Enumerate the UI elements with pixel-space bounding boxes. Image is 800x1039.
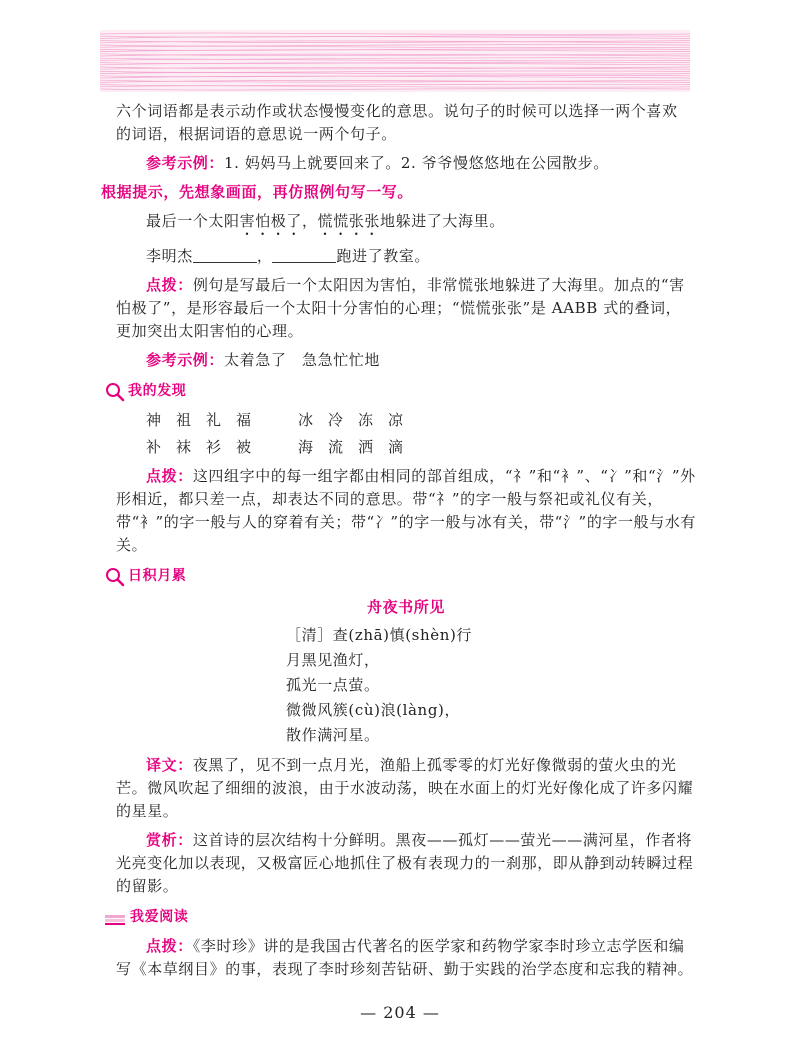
- dotted-phrase-2: 慌慌张张: [317, 212, 381, 230]
- magnifier-icon: [104, 381, 126, 403]
- poem-line: 微微风簇(cù)浪(làng)，: [286, 701, 461, 719]
- translation-paragraph: 译文：夜黑了，见不到一点月光，渔船上孤零零的灯光好像微弱的萤火虫的光芒。微风吹起了细细的波浪，由于水波动荡，映在水面上的灯光好像化成了许多闪耀的星星。: [116, 756, 694, 820]
- character: 冻: [358, 411, 374, 429]
- character: 凉: [388, 411, 404, 429]
- character: 神: [146, 411, 162, 429]
- character: 补: [146, 438, 162, 456]
- magnifier-icon: [104, 566, 126, 588]
- char-row-1: [116, 409, 696, 432]
- tip-paragraph-3: 点拨：《李时珍》讲的是我国古代著名的医学家和药物学家李时珍立志学医和编写《本草纲目》的事，表现了李时珍刻苦钻研、勤于实践的治学态度和忘我的精神。: [116, 937, 694, 978]
- dotted-phrase: 害怕极了: [239, 212, 303, 230]
- poem-author: ［清］查(zhā)慎(shèn)行: [286, 626, 473, 644]
- blank-line[interactable]: [272, 247, 336, 263]
- page-number: — 204 —: [360, 1003, 440, 1022]
- character: 袜: [176, 438, 192, 456]
- poem-title: 舟夜书所见: [366, 598, 445, 616]
- example-sentence: 最后一个太阳害怕极了，慌慌张张地躲进了大海里。: [146, 212, 505, 230]
- character: 冰: [298, 411, 314, 429]
- page-content: [101, 100, 697, 981]
- book-icon: [104, 909, 128, 927]
- poem: [116, 623, 696, 748]
- section-heading-accumulate: 日积月累: [104, 565, 696, 588]
- character: 流: [328, 438, 344, 456]
- poem-line: 孤光一点萤。: [286, 676, 380, 694]
- character: 洒: [358, 438, 374, 456]
- reference-example-1: 参考示例：1. 妈妈马上就要回来了。2. 爷爷慢悠悠地在公园散步。: [146, 154, 609, 172]
- character: 冷: [328, 411, 344, 429]
- header-decoration: [100, 30, 690, 92]
- character: 滴: [388, 438, 404, 456]
- character: 礼: [206, 411, 222, 429]
- character: 海: [298, 438, 314, 456]
- section-heading-discovery: 我的发现: [104, 380, 696, 403]
- blank-line[interactable]: [193, 247, 257, 263]
- character: 被: [236, 438, 252, 456]
- reference-label: 参考示例：: [146, 154, 225, 172]
- task-heading: 根据提示，先想象画面，再仿照例句写一写。: [101, 183, 414, 201]
- appreciation-paragraph: 赏析：这首诗的层次结构十分鲜明。黑夜——孤灯——萤光——满河星，作者将光亮变化加以表现，又极富匠心地抓住了极有表现力的一刹那，即从静到动转瞬过程的留影。: [116, 831, 694, 895]
- character: 祖: [176, 411, 192, 429]
- tip-paragraph-2: 点拨：这四组字中的每一组字都由相同的部首组成，“礻”和“衤”、“冫”和“氵”外形相近，都只差一点，却表达不同的意思。带“礻”的字一般与祭祀或礼仪有关，带“衤”的字一般与人的穿着有关；带“冫”的字一般与冰有关，带“氵”的字一般与水有关。: [116, 467, 697, 554]
- poem-line: 月黑见渔灯，: [286, 651, 380, 669]
- char-row-2: [116, 436, 696, 459]
- tip-paragraph-1: 点拨：例句是写最后一个太阳因为害怕，非常慌张地躲进了大海里。加点的“害怕极了”，是形容最后一个太阳十分害怕的心理；“慌慌张张”是 AABB 式的叠词，更加突出太阳害怕的心理。: [116, 276, 685, 340]
- fill-in-sentence: 李明杰 ， 跑进了教室。: [146, 247, 431, 265]
- section-heading-reading: 我爱阅读: [104, 906, 696, 929]
- poem-line: 散作满河星。: [286, 726, 380, 744]
- character: 衫: [206, 438, 222, 456]
- reference-example-2: 参考示例：太着急了 急急忙忙地: [146, 351, 381, 369]
- character: 福: [236, 411, 252, 429]
- paragraph-intro: 六个词语都是表示动作或状态慢慢变化的意思。说句子的时候可以选择一两个喜欢 的词语，根据词语的意思说一两个句子。: [116, 102, 678, 143]
